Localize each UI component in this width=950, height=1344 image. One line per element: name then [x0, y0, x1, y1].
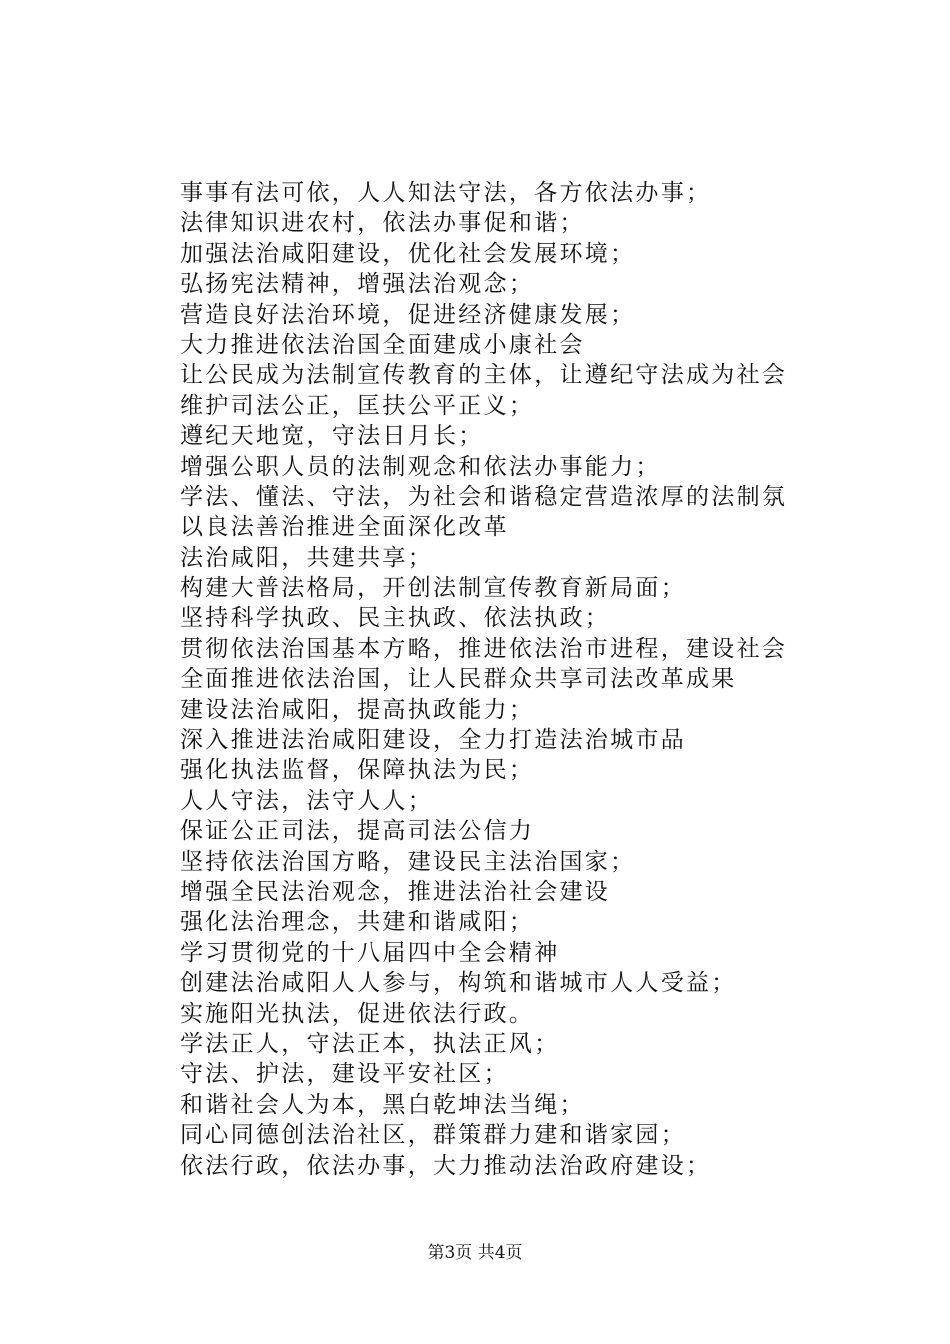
- document-line: 强化法治理念，共建和谐咸阳；: [180, 909, 535, 936]
- document-line: 学习贯彻党的十八届四中全会精神: [180, 939, 560, 966]
- document-line: 建设法治咸阳，提高执政能力；: [180, 696, 535, 723]
- document-line: 加强法治咸阳建设，优化社会发展环境；: [180, 240, 636, 267]
- document-line: 守法、护法，建设平安社区；: [180, 1061, 509, 1088]
- document-line: 学法、懂法、守法，为社会和谐稳定营造浓厚的法制氛: [180, 483, 788, 510]
- document-line: 依法行政，依法办事，大力推动法治政府建设；: [180, 1152, 712, 1179]
- document-line: 和谐社会人为本，黑白乾坤法当绳；: [180, 1091, 585, 1118]
- document-line: 创建法治咸阳人人参与，构筑和谐城市人人受益；: [180, 970, 737, 997]
- document-line: 学法正人，守法正本，执法正风；: [180, 1030, 560, 1057]
- document-line: 贯彻依法治国基本方略，推进依法治市进程，建设社会: [180, 635, 788, 662]
- page-footer: 第3页 共4页: [427, 1243, 523, 1263]
- document-line: 弘扬宪法精神，增强法治观念；: [180, 271, 535, 298]
- document-line: 大力推进依法治国全面建成小康社会: [180, 331, 585, 358]
- document-body: [180, 178, 820, 1181]
- document-line: 坚持科学执政、民主执政、依法执政；: [180, 605, 611, 632]
- document-line: 法律知识进农村，依法办事促和谐；: [180, 210, 585, 237]
- document-line: 遵纪天地宽，守法日月长；: [180, 423, 484, 450]
- document-line: 人人守法，法守人人；: [180, 787, 433, 814]
- document-line: 全面推进依法治国，让人民群众共享司法改革成果: [180, 666, 737, 693]
- document-line: 深入推进法治咸阳建设，全力打造法治城市品: [180, 727, 686, 754]
- document-line: 事事有法可依，人人知法守法，各方依法办事；: [180, 180, 712, 206]
- document-line: 强化执法监督，保障执法为民；: [180, 757, 535, 784]
- document-line: 构建大普法格局，开创法制宣传教育新局面；: [180, 575, 686, 602]
- document-line: 同心同德创法治社区，群策群力建和谐家园；: [180, 1122, 686, 1149]
- document-line: 以良法善治推进全面深化改革: [180, 514, 509, 541]
- document-line: 让公民成为法制宣传教育的主体，让遵纪守法成为社会: [180, 362, 788, 389]
- document-line: 营造良好法治环境，促进经济健康发展；: [180, 301, 636, 328]
- document-line: 增强全民法治观念，推进法治社会建设: [180, 878, 611, 905]
- document-line: 实施阳光执法，促进依法行政。: [180, 1000, 535, 1027]
- document-line: 维护司法公正，匡扶公平正义；: [180, 392, 535, 419]
- document-line: 保证公正司法，提高司法公信力: [180, 818, 535, 845]
- document-line: 坚持依法治国方略，建设民主法治国家；: [180, 848, 636, 875]
- document-line: 法治咸阳，共建共享；: [180, 544, 433, 571]
- document-line: 增强公职人员的法制观念和依法办事能力；: [180, 453, 661, 480]
